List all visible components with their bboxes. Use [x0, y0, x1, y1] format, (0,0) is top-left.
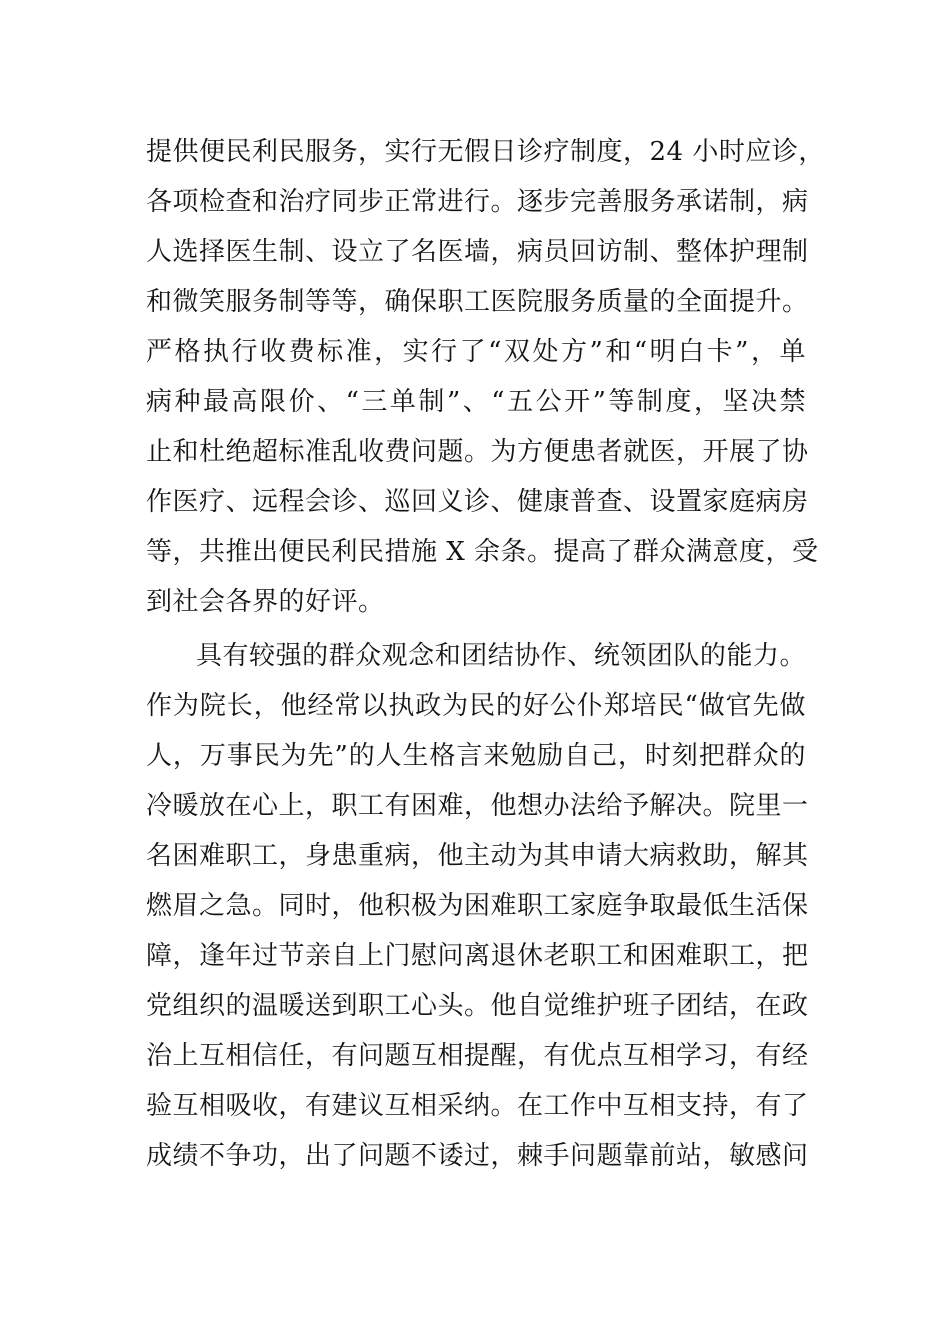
paragraph-2-line-9: 验互相吸收，有建议互相采纳。在工作中互相支持，有了: [146, 1091, 809, 1121]
paragraph-2-line-2: 人，万事民为先”的人生格言来勉励自己，时刻把群众的: [146, 741, 806, 771]
paragraph-1-line-9: 等，共推出便民利民措施 X 余条。提高了群众满意度，受: [146, 537, 819, 567]
paragraph-2-line-5: 燃眉之急。同时，他积极为困难职工家庭争取最低生活保: [146, 891, 809, 921]
paragraph-2-line-7: 党组织的温暖送到职工心头。他自觉维护班子团结，在政: [146, 991, 809, 1021]
paragraph-1-line-8: 作医疗、远程会诊、巡回义诊、健康普查、设置家庭病房: [146, 487, 809, 517]
paragraph-1-line-3: 人选择医生制、设立了名医墙，病员回访制、整体护理制: [146, 237, 809, 267]
paragraph-1-line-1: 提供便民利民服务，实行无假日诊疗制度，24 小时应诊，: [146, 137, 825, 167]
paragraph-1-line-6: 病种最高限价、“三单制”、“五公开”等制度，坚决禁: [146, 387, 806, 417]
paragraph-1-line-2: 各项检查和治疗同步正常进行。逐步完善服务承诺制，病: [146, 187, 809, 217]
paragraph-2-line-1: 作为院长，他经常以执政为民的好公仆郑培民“做官先做: [146, 691, 806, 721]
paragraph-2-line-4: 名困难职工，身患重病，他主动为其申请大病救助，解其: [146, 841, 809, 871]
paragraph-2-line-6: 障，逢年过节亲自上门慰问离退休老职工和困难职工，把: [146, 941, 809, 971]
paragraph-2-line-8: 治上互相信任，有问题互相提醒，有优点互相学习，有经: [146, 1041, 809, 1071]
paragraph-2-line-3: 冷暖放在心上，职工有困难，他想办法给予解决。院里一: [146, 791, 809, 821]
paragraph-1-line-10: 到社会各界的好评。: [146, 587, 385, 617]
paragraph-2-heading: 具有较强的群众观念和团结协作、统领团队的能力。: [196, 641, 806, 671]
paragraph-1-line-5: 严格执行收费标准，实行了“双处方”和“明白卡”，单: [146, 337, 806, 367]
paragraph-2-line-10: 成绩不争功，出了问题不诿过，棘手问题靠前站，敏感问: [146, 1141, 809, 1171]
paragraph-1-line-7: 止和杜绝超标准乱收费问题。为方便患者就医，开展了协: [146, 437, 809, 467]
paragraph-1-line-4: 和微笑服务制等等，确保职工医院服务质量的全面提升。: [146, 287, 809, 317]
